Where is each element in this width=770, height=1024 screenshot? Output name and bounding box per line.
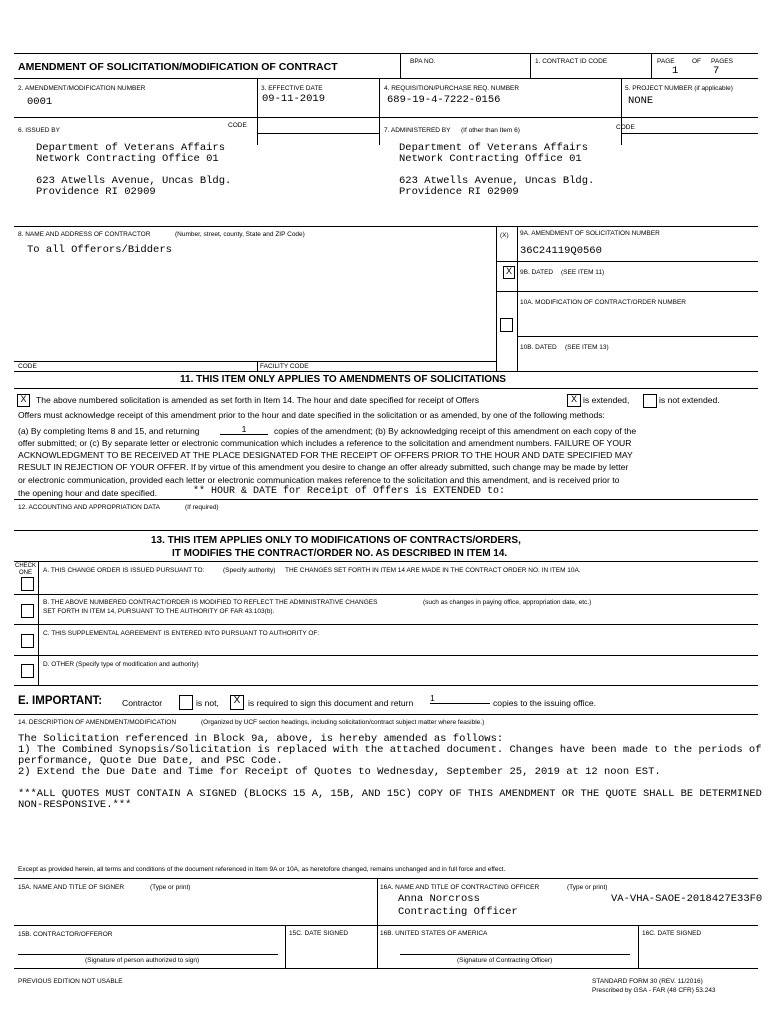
- admin-by-office: Network Contracting Office 01: [399, 153, 582, 165]
- except-text: Except as provided herein, all terms and conditions of the document referenced in Item 9A or 10A, as heretofore changed, remains unchanged and in full force and effect.: [18, 866, 506, 873]
- description-label: 14. DESCRIPTION OF AMENDMENT/MODIFICATION: [18, 719, 177, 726]
- item11-line1: The above numbered solicitation is amended as set forth in Item 14. The hour and date specified for receipt of Offers: [36, 395, 479, 405]
- effective-date-label: 3. EFFECTIVE DATE: [261, 85, 323, 92]
- copies-tail: copies to the issuing office.: [493, 698, 597, 708]
- modification-number-label: 10A. MODIFICATION OF CONTRACT/ORDER NUMBER: [520, 299, 686, 306]
- officer-title: Contracting Officer: [398, 906, 518, 918]
- contractor-value: To all Offerors/Bidders: [27, 244, 172, 256]
- rule: [14, 117, 758, 118]
- admin-by-address1: 623 Atwells Avenue, Uncas Bldg.: [399, 175, 595, 187]
- description-line: performance, Quote Due Date, and PSC Code.: [18, 755, 283, 767]
- one-label: ONE: [19, 570, 33, 576]
- item13d-text: D. OTHER (Specify type of modification and authority): [43, 661, 199, 668]
- usa-label: 16B. UNITED STATES OF AMERICA: [380, 930, 488, 937]
- rule: [14, 714, 758, 715]
- page-number: 1: [672, 65, 679, 77]
- item11-heading: 11. THIS ITEM ONLY APPLIES TO AMENDMENTS OF SOLICITATIONS: [180, 374, 506, 385]
- description-line: ***ALL QUOTES MUST CONTAIN A SIGNED (BLOCKS 15 A, 15B, AND 15C) COPY OF THIS AMENDMENT OR THE QUOTE SHALL BE DETERMINED: [18, 788, 762, 800]
- description-line: 1) The Combined Synopsis/Solicitation is replaced with the attached document. Changes have been made to the periods of: [18, 744, 762, 756]
- rule: [14, 968, 758, 969]
- is-required-checkbox[interactable]: X: [230, 695, 244, 710]
- amendment-number-value: 0001: [27, 96, 53, 108]
- contractor-code-label: CODE: [18, 363, 37, 370]
- 10-checkbox[interactable]: [500, 318, 513, 332]
- rule: [496, 261, 758, 262]
- admin-by-name: Department of Veterans Affairs: [399, 142, 589, 154]
- item11-line4: offer submitted; or (c) By separate letter or electronic communication which includes a reference to the solicitation and amendment numbers. FAILURE OF YOUR: [18, 438, 632, 448]
- contractor-offeror-label: 15B. CONTRACTOR/OFFEROR: [18, 931, 113, 938]
- description-line: The Solicitation referenced in Block 9a, above, is hereby amended as follows:: [18, 733, 504, 745]
- rule: [14, 78, 758, 79]
- issued-by-address1: 623 Atwells Avenue, Uncas Bldg.: [36, 175, 232, 187]
- 10b-dated-note: (SEE ITEM 13): [565, 344, 609, 351]
- officer-date-signed-label: 16C. DATE SIGNED: [642, 930, 702, 937]
- rule: [517, 336, 758, 337]
- requisition-value: 689-19-4-7222-0156: [387, 94, 501, 106]
- item13b-text: B. THE ABOVE NUMBERED CONTRACT/ORDER IS MODIFIED TO REFLECT THE ADMINISTRATIVE CHANGES: [43, 599, 378, 606]
- issued-by-label: 6. ISSUED BY: [18, 127, 60, 134]
- item11-line8: the opening hour and date specified.: [18, 488, 158, 498]
- rule: [14, 530, 758, 531]
- rule: [14, 499, 758, 500]
- administered-by-note: (If other than Item 6): [461, 127, 520, 134]
- pages-label: PAGES: [711, 58, 733, 65]
- amendment-solicitation-label: 9A. AMENDMENT OF SOLICITATION NUMBER: [520, 230, 660, 237]
- contract-id-label: 1. CONTRACT ID CODE: [535, 58, 608, 65]
- officer-name-label: 16A. NAME AND TITLE OF CONTRACTING OFFICER: [380, 884, 540, 891]
- item13b-checkbox[interactable]: [21, 604, 34, 618]
- form-title: AMENDMENT OF SOLICITATION/MODIFICATION OF CONTRACT: [18, 61, 338, 73]
- page-count: 7: [713, 65, 720, 77]
- item13d-checkbox[interactable]: [21, 664, 34, 678]
- facility-code-label: FACILITY CODE: [260, 363, 309, 370]
- solicitation-number-value: 36C24119Q0560: [520, 245, 602, 257]
- rule-top: [14, 53, 758, 54]
- amendment-number-label: 2. AMENDMENT/MODIFICATION NUMBER: [18, 85, 146, 92]
- administered-by-label: 7. ADMINISTERED BY: [384, 127, 451, 134]
- is-not-label: is not,: [196, 698, 219, 708]
- rule: [379, 78, 380, 145]
- rule: [257, 361, 258, 371]
- rule: [621, 133, 758, 134]
- admin-by-address2: Providence RI 02909: [399, 186, 519, 198]
- contractor-note: (Number, street, county, State and ZIP Code): [175, 231, 305, 238]
- requisition-label: 4. REQUISITION/PURCHASE REQ. NUMBER: [384, 85, 520, 92]
- item13a-checkbox[interactable]: [21, 577, 34, 591]
- description-line: NON-RESPONSIVE.***: [18, 799, 132, 811]
- item13-heading-1: 13. THIS ITEM APPLIES ONLY TO MODIFICATIONS OF CONTRACTS/ORDERS,: [151, 535, 521, 546]
- description-line: 2) Extend the Due Date and Time for Receipt of Quotes to Wednesday, September 25, 2019 at 12 noon EST.: [18, 766, 661, 778]
- rule: [14, 371, 758, 372]
- item13b-text-2: SET FORTH IN ITEM 14, PURSUANT TO THE AUTHORITY OF FAR 43.103(b).: [43, 608, 275, 615]
- item13-heading-2: IT MODIFIES THE CONTRACT/ORDER NO. AS DESCRIBED IN ITEM 14.: [172, 548, 508, 559]
- x-column-label: (X): [500, 232, 509, 239]
- 9b-dated-note: (SEE ITEM 11): [561, 269, 605, 276]
- item13b-note: (such as changes in paying office, appropriation date, etc.): [423, 599, 592, 606]
- prescribed-by-note: Prescribed by GSA - FAR (48 CFR) 53.243: [592, 987, 716, 994]
- rule: [14, 685, 758, 686]
- item11-line3a: (a) By completing Items 8 and 15, and returning: [18, 426, 200, 436]
- signer-name-label: 15A. NAME AND TITLE OF SIGNER: [18, 884, 125, 891]
- rule: [621, 78, 622, 145]
- rule: [530, 53, 531, 78]
- item13c-checkbox[interactable]: [21, 634, 34, 648]
- rule: [651, 53, 652, 78]
- check-label: CHECK: [15, 563, 37, 569]
- rule: [14, 925, 758, 926]
- contractor-date-signed-label: 15C. DATE SIGNED: [289, 930, 349, 937]
- is-required-label: is required to sign this document and return: [248, 698, 414, 708]
- is-not-checkbox[interactable]: [179, 695, 193, 710]
- rule: [496, 291, 758, 292]
- rule: [14, 655, 758, 656]
- not-extended-checkbox[interactable]: [643, 394, 657, 408]
- extended-label: is extended,: [583, 395, 630, 405]
- extended-checkbox[interactable]: X: [567, 394, 581, 407]
- standard-form-number: STANDARD FORM 30 (REV. 11/2016): [592, 978, 703, 985]
- rule: [14, 624, 758, 625]
- item11-line7: or electronic communication, provided each letter or electronic communication makes reference to the solicitation and this amendment, and is received prior to: [18, 475, 620, 485]
- rule: [38, 561, 39, 685]
- officer-name: Anna Norcross: [398, 893, 480, 905]
- officer-name-note: (Type or print): [567, 884, 608, 891]
- officer-id: VA-VHA-SAOE-2018427E33F0: [611, 893, 763, 905]
- issued-by-name: Department of Veterans Affairs: [36, 142, 226, 154]
- contractor-word: Contractor: [122, 698, 163, 708]
- signer-name-note: (Type or print): [150, 884, 191, 891]
- item11-line2: Offers must acknowledge receipt of this amendment prior to the hour and date specified in the solicitation or as amended, by one of the following methods:: [18, 410, 605, 420]
- item13a-tail: THE CHANGES SET FORTH IN ITEM 14 ARE MADE IN THE CONTRACT ORDER NO. IN ITEM 10A.: [285, 567, 581, 574]
- issued-by-office: Network Contracting Office 01: [36, 153, 219, 165]
- description-note: (Organized by UCF section headings, including solicitation/contract subject matter where feasible.): [201, 719, 485, 726]
- admin-code-label: CODE: [616, 124, 635, 131]
- rule: [257, 78, 258, 145]
- rule: [14, 226, 758, 227]
- contractor-signature-caption: (Signature of person authorized to sign): [85, 957, 200, 964]
- issued-by-address2: Providence RI 02909: [36, 186, 156, 198]
- officer-signature-caption: (Signature of Contracting Officer): [457, 957, 553, 964]
- rule: [377, 878, 378, 968]
- contractor-signature-line[interactable]: [18, 954, 278, 955]
- issued-code-label: CODE: [228, 122, 247, 129]
- bpa-label: BPA NO.: [410, 58, 436, 65]
- project-number-value: NONE: [628, 95, 654, 107]
- item13a-note: (Specify authority): [223, 567, 276, 574]
- accounting-note: (If required): [185, 504, 219, 511]
- of-label: OF: [692, 58, 702, 65]
- rule: [496, 226, 497, 371]
- rule: [14, 361, 496, 362]
- rule: [14, 388, 758, 389]
- accounting-label: 12. ACCOUNTING AND APPROPRIATION DATA: [18, 504, 160, 511]
- copies-to-return-field[interactable]: 1: [430, 694, 490, 704]
- page-label: PAGE: [657, 58, 675, 65]
- item11-line3b: copies of the amendment; (b) By acknowledging receipt of this amendment on each copy of the: [274, 426, 637, 436]
- rule: [14, 561, 758, 562]
- item11-checkbox[interactable]: X: [17, 394, 30, 407]
- rule: [14, 594, 758, 595]
- rule: [517, 226, 518, 371]
- item13a-text: A. THIS CHANGE ORDER IS ISSUED PURSUANT TO:: [43, 567, 205, 574]
- officer-signature-line[interactable]: [400, 954, 630, 955]
- important-label: E. IMPORTANT:: [18, 695, 103, 707]
- 9b-checkbox[interactable]: X: [503, 266, 515, 279]
- previous-edition-note: PREVIOUS EDITION NOT USABLE: [18, 978, 123, 985]
- item11-line5: ACKNOWLEDGMENT TO BE RECEIVED AT THE PLACE DESIGNATED FOR THE RECEIPT OF OFFERS PRIOR TO THE HOUR AND DATE SPECIFIED MAY: [18, 450, 633, 460]
- rule: [400, 53, 401, 78]
- rule: [638, 925, 639, 968]
- rule: [257, 133, 379, 134]
- rule: [285, 925, 286, 968]
- item11-typed-note: ** HOUR & DATE for Receipt of Offers is EXTENDED to:: [193, 486, 506, 497]
- 10b-dated-label: 10B. DATED: [520, 344, 557, 351]
- item13c-text: C. THIS SUPPLEMENTAL AGREEMENT IS ENTERED INTO PURSUANT TO AUTHORITY OF:: [43, 630, 320, 637]
- effective-date-value: 09-11-2019: [262, 93, 326, 105]
- not-extended-label: is not extended.: [659, 395, 720, 405]
- project-number-label: 5. PROJECT NUMBER (if applicable): [625, 85, 733, 92]
- contractor-label: 8. NAME AND ADDRESS OF CONTRACTOR: [18, 231, 151, 238]
- item11-line6: RESULT IN REJECTION OF YOUR OFFER. If by virtue of this amendment you desire to change an offer already submitted, such change may be made by letter: [18, 462, 629, 472]
- copies-returned-field[interactable]: 1: [220, 425, 268, 435]
- rule: [14, 878, 758, 879]
- 9b-dated-label: 9B. DATED: [520, 269, 554, 276]
